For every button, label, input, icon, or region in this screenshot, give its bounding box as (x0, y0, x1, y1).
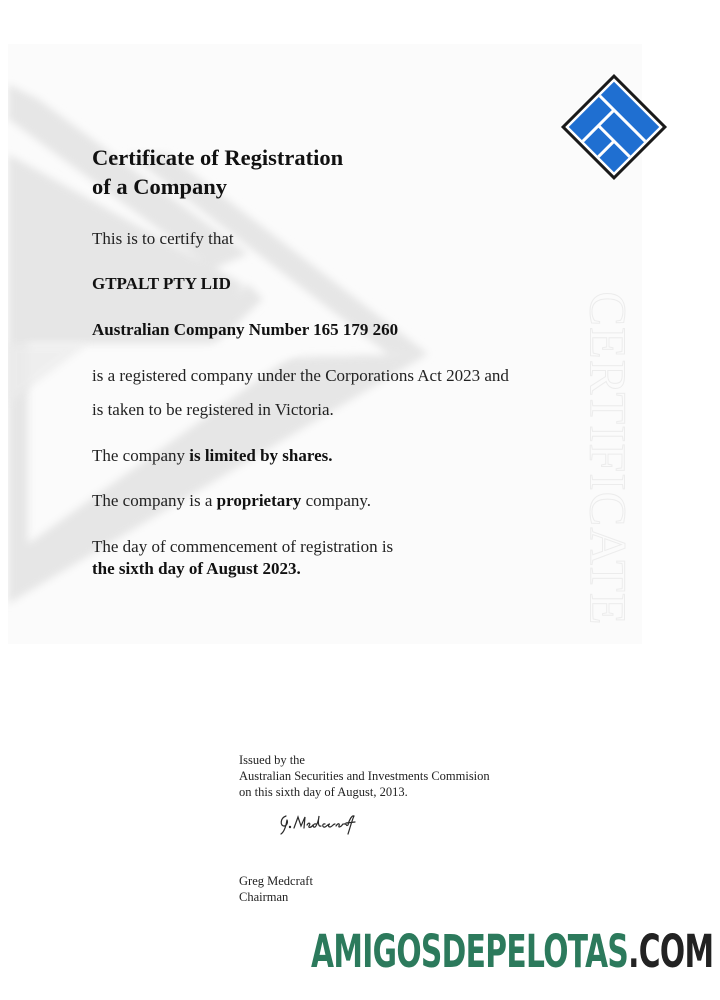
signature-icon (278, 812, 360, 836)
signer-title: Chairman (239, 890, 289, 904)
intro-text: This is to certify that (92, 229, 234, 248)
signer-name: Greg Medcraft (239, 874, 313, 888)
certificate-body (92, 143, 592, 578)
certificate-title: Certificate of Registration of a Company (92, 145, 344, 199)
limited-by-shares-statement: The company is limited by shares. (92, 446, 333, 465)
registration-statement-line2: is taken to be registered in Victoria. (92, 400, 334, 419)
issuer-block: Issued by the Australian Securities and Investments Commision on this sixth day of August, 2013. (239, 753, 490, 799)
company-number: Australian Company Number 165 179 260 (92, 320, 399, 339)
commencement-date: the sixth day of August 2023. (92, 559, 301, 578)
registration-statement-line1: is a registered company under the Corporations Act 2023 and (92, 366, 509, 385)
signer-block (239, 873, 313, 905)
company-name: GTPALT PTY LID (92, 274, 231, 293)
commencement-line1: The day of commencement of registration is (92, 537, 394, 556)
company-type-statement: The company is a proprietary company. (92, 491, 372, 510)
certificate-vertical-watermark: CERTIFICATE (578, 290, 636, 626)
site-watermark-brand: AMIGOSDEPELOTAS.COM (311, 925, 714, 978)
